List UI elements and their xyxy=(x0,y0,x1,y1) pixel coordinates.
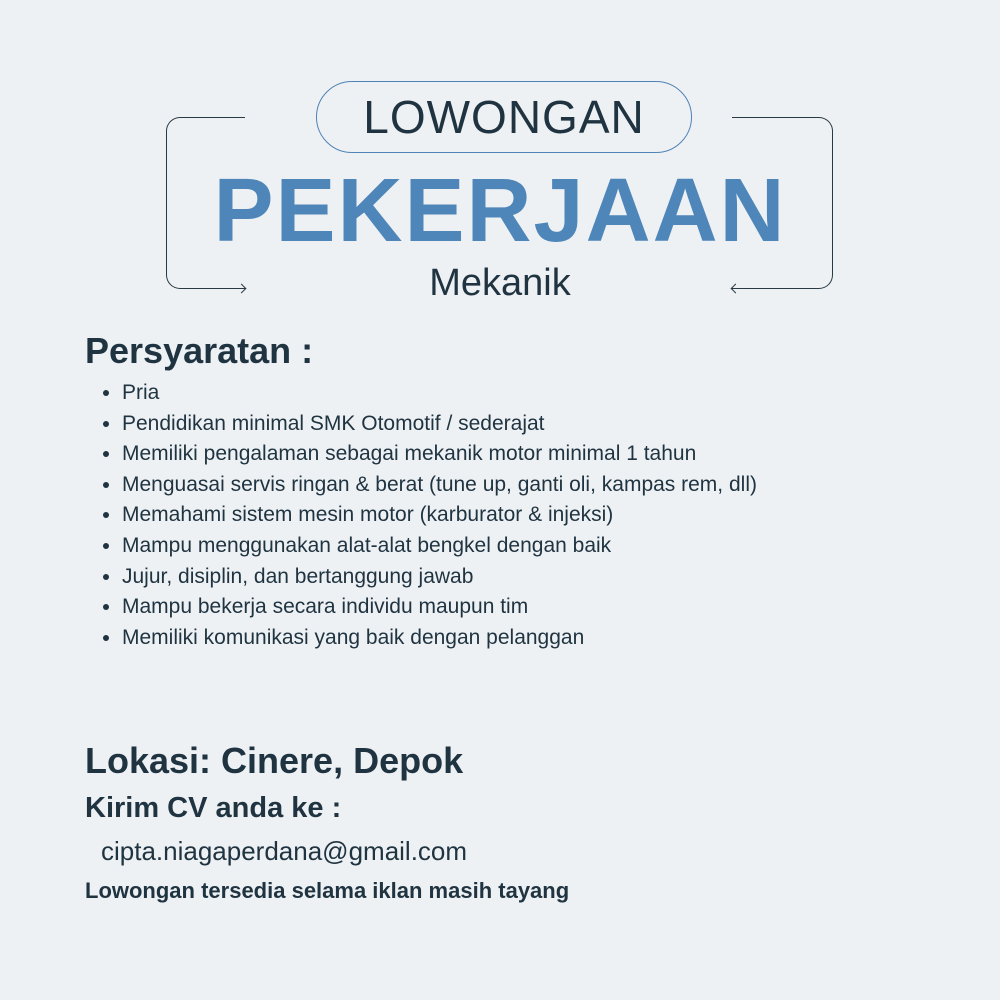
list-item: • Pria xyxy=(122,378,862,409)
header-pill xyxy=(316,81,692,153)
list-item: • Pendidikan minimal SMK Otomotif / sederajat xyxy=(122,409,862,440)
list-item: • Jujur, disiplin, dan bertanggung jawab xyxy=(122,562,862,593)
list-item: • Mampu menggunakan alat-alat bengkel dengan baik xyxy=(122,531,862,562)
list-item: • Memahami sistem mesin motor (karburator & injeksi) xyxy=(122,500,862,531)
list-item: • Memiliki pengalaman sebagai mekanik motor minimal 1 tahun xyxy=(122,439,862,470)
list-item: • Menguasai servis ringan & berat (tune up, ganti oli, kampas rem, dll) xyxy=(122,470,862,501)
job-subtitle: Mekanik xyxy=(429,262,571,304)
list-item: • Mampu bekerja secara individu maupun tim xyxy=(122,592,862,623)
header-pill-text: LOWONGAN xyxy=(363,91,645,143)
requirements-list xyxy=(102,378,862,653)
send-cv-label: Kirim CV anda ke : xyxy=(85,792,342,824)
email-address: cipta.niagaperdana@gmail.com xyxy=(101,836,468,866)
requirements-title: Persyaratan : xyxy=(85,330,314,371)
list-item: • Memiliki komunikasi yang baik dengan pelanggan xyxy=(122,623,862,654)
page-title: PEKERJAAN xyxy=(213,161,787,261)
availability-note: Lowongan tersedia selama iklan masih tayang xyxy=(85,878,570,903)
location-text: Lokasi: Cinere, Depok xyxy=(85,740,464,781)
